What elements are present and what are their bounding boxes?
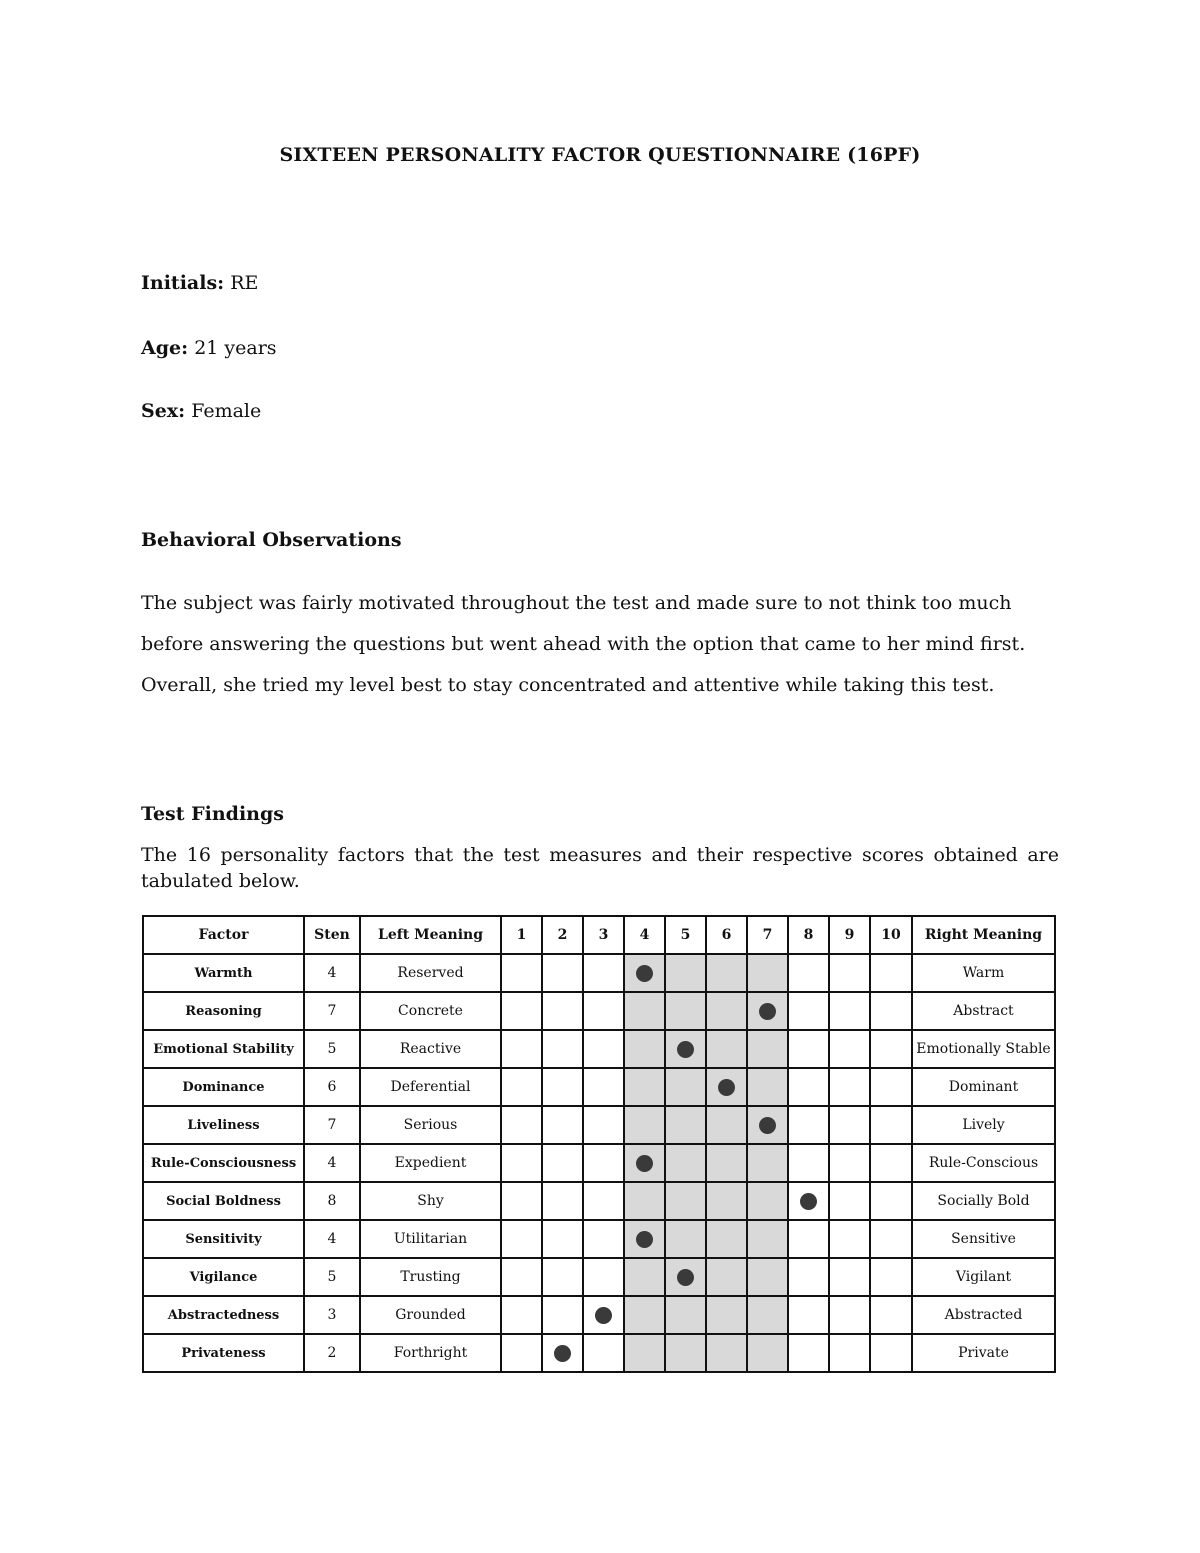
left-meaning-cell: Forthright [360,1334,501,1372]
scale-cell-7 [747,1296,788,1334]
scale-cell-7 [747,1182,788,1220]
scale-cell-2 [542,1258,583,1296]
scale-cell-5 [665,1334,706,1372]
behavioral-heading: Behavioral Observations [141,529,402,551]
left-meaning-cell: Grounded [360,1296,501,1334]
scale-cell-9 [829,954,870,992]
table-row [143,1068,1055,1106]
scale-cell-6 [706,1144,747,1182]
table-row [143,1258,1055,1296]
scale-cell-1 [501,1182,542,1220]
scale-cell-4 [624,1220,665,1258]
header-scale-6: 6 [706,916,747,954]
age-label: Age: [141,337,189,359]
score-dot [636,965,653,982]
scale-cell-2 [542,992,583,1030]
scale-cell-7 [747,1144,788,1182]
scale-cell-5 [665,1144,706,1182]
factor-cell: Reasoning [143,992,304,1030]
scale-cell-4 [624,1068,665,1106]
scale-cell-6 [706,1182,747,1220]
left-meaning-cell: Deferential [360,1068,501,1106]
score-dot [636,1231,653,1248]
scale-cell-8 [788,1106,829,1144]
scale-cell-4 [624,992,665,1030]
table-row [143,1220,1055,1258]
scale-cell-5 [665,992,706,1030]
scale-cell-6 [706,1220,747,1258]
table-row [143,954,1055,992]
scale-cell-4 [624,1106,665,1144]
initials-value: RE [230,272,259,294]
right-meaning-cell: Vigilant [912,1258,1055,1296]
factor-cell: Sensitivity [143,1220,304,1258]
sten-cell: 4 [304,1144,360,1182]
scale-cell-3 [583,992,624,1030]
factor-cell: Emotional Stability [143,1030,304,1068]
scale-cell-2 [542,1068,583,1106]
factor-cell: Warmth [143,954,304,992]
header-scale-8: 8 [788,916,829,954]
scale-cell-1 [501,1030,542,1068]
scale-cell-6 [706,1068,747,1106]
scale-cell-3 [583,1334,624,1372]
score-dot [759,1117,776,1134]
page-title: SIXTEEN PERSONALITY FACTOR QUESTIONNAIRE (16PF) [279,144,921,166]
table-row [143,1030,1055,1068]
scale-cell-3 [583,1144,624,1182]
table-row [143,1182,1055,1220]
scale-cell-10 [870,992,912,1030]
scale-cell-9 [829,1106,870,1144]
score-dot [554,1345,571,1362]
scale-cell-6 [706,954,747,992]
scale-cell-7 [747,1334,788,1372]
scale-cell-6 [706,1296,747,1334]
scale-cell-2 [542,1182,583,1220]
sten-cell: 2 [304,1334,360,1372]
findings-intro: The 16 personality factors that the test measures and their respective scores obtained are tabulated below. [141,844,1059,892]
sex-label: Sex: [141,400,186,422]
scale-cell-9 [829,1030,870,1068]
header-scale-5: 5 [665,916,706,954]
table-row [143,992,1055,1030]
header-scale-3: 3 [583,916,624,954]
score-dot [595,1307,612,1324]
scale-cell-10 [870,954,912,992]
scale-cell-5 [665,1296,706,1334]
scale-cell-10 [870,1296,912,1334]
factor-table [142,915,1056,1373]
table-row [143,1106,1055,1144]
sex-value: Female [191,400,262,422]
scale-cell-2 [542,1220,583,1258]
scale-cell-4 [624,1182,665,1220]
scale-cell-3 [583,1068,624,1106]
scale-cell-5 [665,1106,706,1144]
left-meaning-cell: Shy [360,1182,501,1220]
scale-cell-1 [501,954,542,992]
sten-cell: 5 [304,1030,360,1068]
scale-cell-6 [706,992,747,1030]
scale-cell-7 [747,992,788,1030]
scale-cell-2 [542,1296,583,1334]
scale-cell-10 [870,1106,912,1144]
right-meaning-cell: Sensitive [912,1220,1055,1258]
factor-cell: Dominance [143,1068,304,1106]
right-meaning-cell: Abstract [912,992,1055,1030]
findings-heading: Test Findings [141,803,284,825]
scale-cell-8 [788,1068,829,1106]
header-scale-4: 4 [624,916,665,954]
scale-cell-9 [829,1220,870,1258]
left-meaning-cell: Expedient [360,1144,501,1182]
scale-cell-4 [624,1030,665,1068]
header-factor: Factor [143,916,304,954]
right-meaning-cell: Socially Bold [912,1182,1055,1220]
header-right-meaning: Right Meaning [912,916,1055,954]
scale-cell-2 [542,1106,583,1144]
scale-cell-1 [501,1258,542,1296]
scale-cell-1 [501,1334,542,1372]
right-meaning-cell: Abstracted [912,1296,1055,1334]
scale-cell-9 [829,1258,870,1296]
score-dot [636,1155,653,1172]
scale-cell-4 [624,1258,665,1296]
scale-cell-10 [870,1220,912,1258]
table-header-row [143,916,1055,954]
scale-cell-7 [747,1106,788,1144]
header-scale-7: 7 [747,916,788,954]
scale-cell-7 [747,954,788,992]
scale-cell-6 [706,1030,747,1068]
sex-field [141,400,261,422]
header-scale-2: 2 [542,916,583,954]
behavioral-text: The subject was fairly motivated throughout the test and made sure to not think too much before answering the questions but went ahead with the option that came to her mind first. Overall, she tried my level best to stay concentrated and attentive while taking this test. [141,592,1026,696]
scale-cell-8 [788,1144,829,1182]
scale-cell-7 [747,1258,788,1296]
right-meaning-cell: Emotionally Stable [912,1030,1055,1068]
scale-cell-9 [829,1296,870,1334]
scale-cell-7 [747,1068,788,1106]
sten-cell: 8 [304,1182,360,1220]
score-dot [800,1193,817,1210]
factor-cell: Social Boldness [143,1182,304,1220]
factor-cell: Rule-Consciousness [143,1144,304,1182]
header-scale-10: 10 [870,916,912,954]
right-meaning-cell: Dominant [912,1068,1055,1106]
scale-cell-3 [583,1106,624,1144]
scale-cell-2 [542,1030,583,1068]
table-row [143,1334,1055,1372]
score-dot [677,1269,694,1286]
scale-cell-5 [665,1258,706,1296]
initials-label: Initials: [141,272,225,294]
table-row [143,1296,1055,1334]
scale-cell-8 [788,992,829,1030]
left-meaning-cell: Reserved [360,954,501,992]
scale-cell-3 [583,1030,624,1068]
initials-field [141,272,258,294]
scale-cell-7 [747,1030,788,1068]
age-value: 21 years [194,337,277,359]
header-scale-1: 1 [501,916,542,954]
scale-cell-9 [829,1334,870,1372]
scale-cell-2 [542,954,583,992]
right-meaning-cell: Private [912,1334,1055,1372]
right-meaning-cell: Lively [912,1106,1055,1144]
scale-cell-3 [583,1182,624,1220]
table-row [143,1144,1055,1182]
sten-cell: 5 [304,1258,360,1296]
left-meaning-cell: Trusting [360,1258,501,1296]
scale-cell-10 [870,1258,912,1296]
score-dot [718,1079,735,1096]
scale-cell-5 [665,1030,706,1068]
scale-cell-9 [829,992,870,1030]
scale-cell-6 [706,1258,747,1296]
scale-cell-1 [501,992,542,1030]
age-field [141,337,277,359]
scale-cell-8 [788,1220,829,1258]
scale-cell-4 [624,1334,665,1372]
right-meaning-cell: Warm [912,954,1055,992]
scale-cell-3 [583,1296,624,1334]
scale-cell-4 [624,954,665,992]
scale-cell-3 [583,954,624,992]
scale-cell-5 [665,1220,706,1258]
header-sten: Sten [304,916,360,954]
factor-cell: Liveliness [143,1106,304,1144]
scale-cell-6 [706,1334,747,1372]
scale-cell-9 [829,1068,870,1106]
left-meaning-cell: Utilitarian [360,1220,501,1258]
sten-cell: 6 [304,1068,360,1106]
left-meaning-cell: Concrete [360,992,501,1030]
scale-cell-10 [870,1030,912,1068]
scale-cell-6 [706,1106,747,1144]
factor-cell: Vigilance [143,1258,304,1296]
sten-cell: 3 [304,1296,360,1334]
scale-cell-9 [829,1182,870,1220]
sten-cell: 4 [304,954,360,992]
scale-cell-4 [624,1296,665,1334]
scale-cell-10 [870,1068,912,1106]
scale-cell-8 [788,954,829,992]
scale-cell-1 [501,1068,542,1106]
scale-cell-3 [583,1258,624,1296]
sten-cell: 7 [304,992,360,1030]
scale-cell-8 [788,1030,829,1068]
score-dot [759,1003,776,1020]
scale-cell-4 [624,1144,665,1182]
scale-cell-5 [665,1068,706,1106]
scale-cell-10 [870,1334,912,1372]
left-meaning-cell: Serious [360,1106,501,1144]
scale-cell-1 [501,1144,542,1182]
scale-cell-8 [788,1296,829,1334]
scale-cell-1 [501,1296,542,1334]
scale-cell-7 [747,1220,788,1258]
header-left-meaning: Left Meaning [360,916,501,954]
scale-cell-9 [829,1144,870,1182]
scale-cell-3 [583,1220,624,1258]
factor-cell: Abstractedness [143,1296,304,1334]
scale-cell-2 [542,1334,583,1372]
scale-cell-5 [665,1182,706,1220]
scale-cell-1 [501,1220,542,1258]
scale-cell-1 [501,1106,542,1144]
sten-cell: 7 [304,1106,360,1144]
factor-cell: Privateness [143,1334,304,1372]
scale-cell-10 [870,1144,912,1182]
scale-cell-2 [542,1144,583,1182]
scale-cell-8 [788,1182,829,1220]
scale-cell-8 [788,1258,829,1296]
score-dot [677,1041,694,1058]
right-meaning-cell: Rule-Conscious [912,1144,1055,1182]
scale-cell-5 [665,954,706,992]
left-meaning-cell: Reactive [360,1030,501,1068]
scale-cell-8 [788,1334,829,1372]
scale-cell-10 [870,1182,912,1220]
header-scale-9: 9 [829,916,870,954]
sten-cell: 4 [304,1220,360,1258]
